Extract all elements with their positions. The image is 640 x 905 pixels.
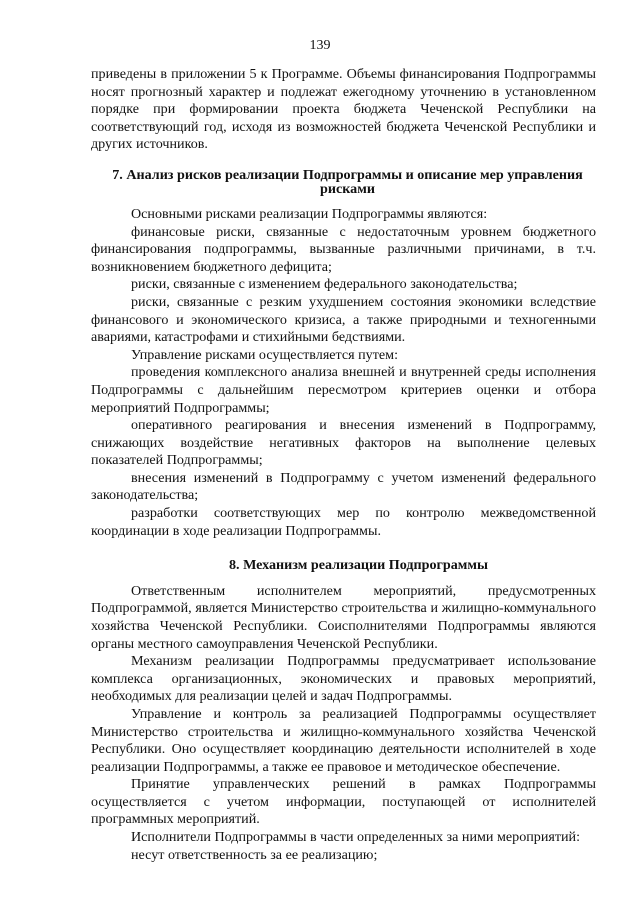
section-8-paragraph: Ответственным исполнителем мероприятий, предусмотренных Подпрограммой, является Министерство строительства и жилищно-коммунального хозяйства Чеченской Республики. Соисполнителями Подпрограммы являются органы местного самоуправления Чеченской Республики. <box>91 582 596 652</box>
intro-paragraph: приведены в приложении 5 к Программе. Объемы финансирования Подпрограммы носят прогнозный характер и подлежат ежегодному уточнению в установленном порядке при формировании проекта бюджета Чеченской Республики на соответствующий год, исходя из возможностей бюджета Чеченской Республики и других источников. <box>91 66 596 153</box>
page-number: 139 <box>309 38 331 53</box>
section-8-heading: 8. Механизм реализации Подпрограммы <box>228 557 489 574</box>
section-7-paragraph: внесения изменений в Подпрограмму с учетом изменений федерального законодательства; <box>91 469 596 504</box>
section-7-paragraph: Управление рисками осуществляется путем: <box>131 346 398 363</box>
section-8-paragraph: Механизм реализации Подпрограммы предусматривает использование комплекса организационных, экономических и правовых мероприятий, необходимых для реализации целей и задач Подпрограммы. <box>91 653 596 705</box>
section-8-paragraph: Исполнители Подпрограммы в части определенных за ними мероприятий: <box>131 829 581 846</box>
section-7-paragraph: проведения комплексного анализа внешней и внутренней среды исполнения Подпрограммы с дальнейшим пересмотром критериев оценки и отбора мероприятий Подпрограммы; <box>91 364 596 416</box>
section-8-paragraph: Управление и контроль за реализацией Подпрограммы осуществляет Министерство строительства и жилищно-коммунального хозяйства Чеченской Республики. Оно осуществляет координацию деятельности исполнителей в ходе реализации Подпрограммы, а также ее правовое и методическое обеспечение. <box>91 705 596 775</box>
section-7-paragraph: риски, связанные с изменением федерального законодательства; <box>131 276 518 293</box>
section-7-paragraph: финансовые риски, связанные с недостаточным уровнем бюджетного финансирования подпрограммы, вызванные различными причинами, в т.ч. возникновением бюджетного дефицита; <box>91 223 596 275</box>
section-8-paragraph: Принятие управленческих решений в рамках Подпрограммы осуществляется с учетом информации, поступающей от исполнителей программных мероприятий. <box>91 776 596 828</box>
section-7-heading: 7. Анализ рисков реализации Подпрограммы и описание мер управления рисками <box>112 166 583 198</box>
section-8-paragraph: несут ответственность за ее реализацию; <box>131 846 378 863</box>
section-7-paragraph: Основными рисками реализации Подпрограммы являются: <box>131 205 488 222</box>
page-content <box>91 66 596 864</box>
section-7-paragraph: разработки соответствующих мер по контролю межведомственной координации в ходе реализации Подпрограммы. <box>91 505 596 539</box>
section-7-paragraph: оперативного реагирования и внесения изменений в Подпрограмму, снижающих воздействие негативных факторов на выполнение целевых показателей Подпрограммы; <box>91 417 596 469</box>
section-7-paragraph: риски, связанные с резким ухудшением состояния экономики вследствие финансового и экономического кризиса, а также природными и техногенными авариями, катастрофами и стихийными бедствиями. <box>91 293 596 346</box>
